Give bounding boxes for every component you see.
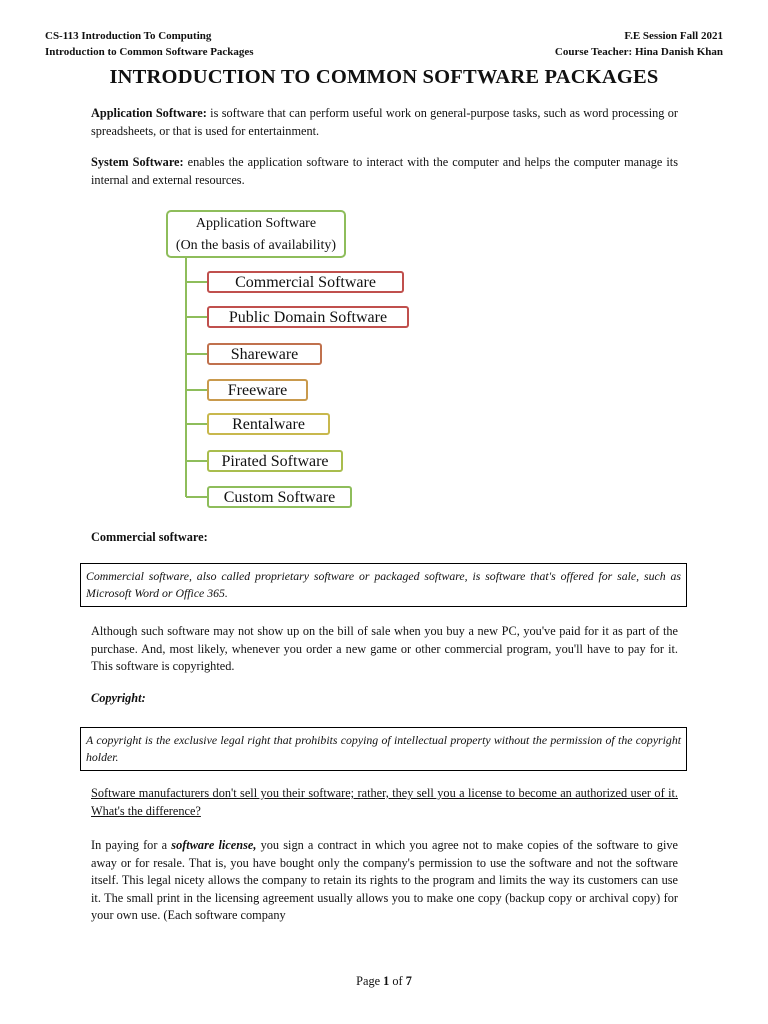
document-topic: Introduction to Common Software Packages bbox=[45, 46, 254, 58]
header-left bbox=[45, 28, 254, 60]
node-shareware: Shareware bbox=[207, 343, 322, 365]
system-software-paragraph bbox=[91, 154, 678, 189]
node-freeware: Freeware bbox=[207, 379, 308, 401]
commercial-paragraph: Although such software may not show up on the bill of sale when you buy a new PC, you've paid for it as part of the purchase. And, most likely, whenever you order a new game or other commercial program, you'll have to pay for it. This software is copyrighted. bbox=[91, 624, 678, 673]
application-software-text: is software that can perform useful work on general-purpose tasks, such as word processing or spreadsheets, or that is used for entertainment. bbox=[91, 106, 678, 138]
commercial-software-heading: Commercial software: bbox=[91, 530, 208, 544]
commercial-definition-box: Commercial software, also called proprietary software or packaged software, is software that's offered for sale, such as Microsoft Word or Office 365. bbox=[80, 563, 687, 607]
license-text: you sign a contract in which you agree not to make copies of the software to give away or for resale. That is, you have bought only the company's permission to use the software and not the software itself. This legal nicety allows the company to retain its rights to the program and limits the way its customers can use it. The small print in the licensing agreement usually allows you to make one copy (backup copy or archival copy) for your own use. (Each software company bbox=[91, 838, 678, 922]
page-title: INTRODUCTION TO COMMON SOFTWARE PACKAGES bbox=[109, 66, 659, 88]
header-right bbox=[555, 28, 723, 60]
page-word: Page bbox=[356, 974, 384, 988]
copyright-definition-box: A copyright is the exclusive legal right that prohibits copying of intellectual property without the permission of the copyright holder. bbox=[80, 727, 687, 771]
license-term: software license, bbox=[171, 838, 257, 852]
license-intro: In paying for a bbox=[91, 838, 172, 852]
course-code-title: CS-113 Introduction To Computing bbox=[45, 30, 212, 42]
application-software-paragraph bbox=[91, 105, 678, 140]
node-commercial-software: Commercial Software bbox=[207, 271, 404, 293]
course-teacher: Course Teacher: Hina Danish Khan bbox=[554, 46, 723, 58]
system-software-term: System Software: bbox=[91, 155, 184, 169]
root-title: Application Software bbox=[195, 216, 317, 231]
page-total: 7 bbox=[405, 974, 412, 988]
node-rentalware: Rentalware bbox=[207, 413, 330, 435]
node-pirated-software: Pirated Software bbox=[207, 450, 343, 472]
session-info: F.E Session Fall 2021 bbox=[624, 30, 723, 42]
application-software-term: Application Software: bbox=[91, 106, 207, 120]
page-footer bbox=[0, 974, 768, 989]
copyright-heading: Copyright: bbox=[91, 691, 146, 705]
diagram-root-node bbox=[166, 210, 346, 258]
software-license-paragraph bbox=[91, 837, 678, 925]
license-question-paragraph: Software manufacturers don't sell you their software; rather, they sell you a license to become an authorized user of it. What's the difference? bbox=[91, 786, 678, 818]
node-public-domain-software: Public Domain Software bbox=[207, 306, 409, 328]
of-word: of bbox=[389, 974, 406, 988]
node-custom-software: Custom Software bbox=[207, 486, 352, 508]
page-number: 1 bbox=[383, 974, 390, 988]
root-subtitle: (On the basis of availability) bbox=[175, 238, 337, 253]
system-software-text: enables the application software to interact with the computer and helps the computer manage its internal and external resources. bbox=[91, 155, 679, 187]
